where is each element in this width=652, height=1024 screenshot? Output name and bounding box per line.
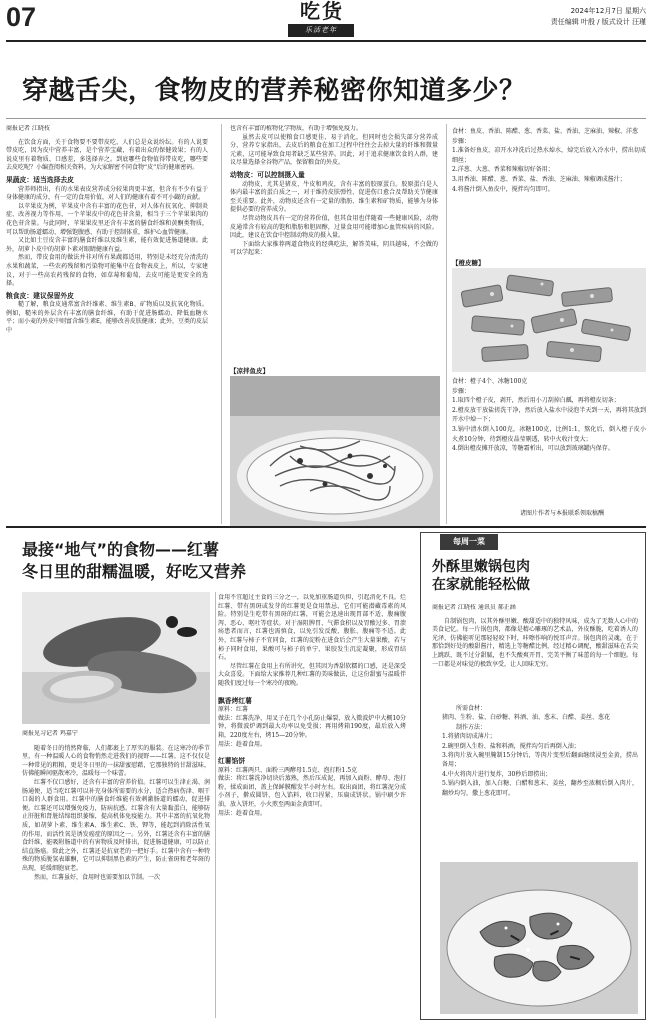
sidebar-tag: 每周一菜 [440,534,498,550]
column-rule [221,124,222,524]
subheading: 粮食皮：建议保留外皮 [6,291,74,300]
recipe-ingredients: 原料：红薯两只、面粉三两酵母1.5克、泡打粉1.5克 [218,766,358,774]
recipe-title: 飘香烤红薯 [218,696,252,705]
ingredients-label: 所需食材： [456,705,487,712]
column-rule [446,124,447,524]
recipe-usage: 用法：趁着食用。 [218,809,267,817]
recipe-title: 红薯馅饼 [218,757,246,766]
step: 1.将猪肉切成薄片； [442,733,496,741]
paragraph: 以苹果皮为例，苹果皮中含有丰富的花色苷，对人体有抗氧化、抑制炎症、改善视力等作用，一个苹果皮中的花色苷含量，相当于三个苹果果肉的花色苷含量。与此同时，苹果果皮里还含有丰富的膳食纤维和黄酮类物质，可以帮助肠道蠕动、增强饱腹感、有助于控制体重，维护心血管健康。 [6,202,208,236]
recipe-ingredients: 原料：红薯 [218,706,249,714]
steps-label: 制作方法： [456,723,487,731]
step: 4.将酱汁倒入鱼皮中，搅拌均匀即可。 [452,185,554,193]
steps-label: 步骤： [452,137,471,145]
candied-orange-peel-photo [452,268,646,372]
step: 3.用香油、陈醋、葱、香菜、盐、香油、芝麻油、辣椒调成酱汁； [452,175,626,183]
article2-col1 [22,730,210,1020]
paragraph: 随着冬日的悄然降临，人们都裹上了厚实的服装。在这寒冷的季节里，有一种温暖人心的食物悄然走进我们的视野——红薯。这不仅仅是一种常见的粗粮，更是冬日里的一抹甜蜜慰藉，它那独特的甘甜滋味，仿佛能瞬间驱散寒冷，温暖每一个味蕾。 [22,744,210,778]
header-date: 2024年12月7日 星期六 [570,7,646,15]
paragraph: 自制锅包肉，以其外酥里嫩、酸甜适中的独特风味，成为了无数人心中的美食记忆。每一片锅包肉，都像是精心雕琢的艺术品，外皮酥脆，吃着诱人的光泽，仿佛能听见那轻轻咬下时，咔嚓作响的悦耳声音。锅包肉的灵魂，在于那恰到好处的酸甜酱汁，精选上等糖醋比例，经过精心调配，酸甜滋味在舌尖上跳跃，既不过分甜腻，也不失酸爽开胃，完美平衡了味蕾的每一个细胞。每一口都是对味觉的极致享受，让人回味无穷。 [432,617,638,668]
section-title: 吃货 [300,0,344,23]
photo-credit: 诸图片作者与本报联系领取稿酬 [520,510,605,517]
article1-title: 穿越舌尖，食物皮的营养秘密你知道多少？ [22,76,526,106]
article1-col1 [6,125,208,529]
header-rule [6,40,646,42]
paragraph: 虽然去皮可以使粮食口感更佳、易于消化，但同时也会损失部分营养成分，营养专家指出，去皮后的粮食在加工过程中往往会去掉大量的纤维和微量元素，这可能导致食用者缺乏某些营养。因此，对于追求健康饮食的人群，建议尽量选择全谷物产品，保留粮食的外皮。 [230,133,438,167]
header-editors: 责任编辑 叶殷 / 版式设计 汪瑾 [550,18,646,26]
subheading: 果蔬皮：适当选择去皮 [6,175,74,184]
article1-byline: 商报记者 江晓枝 [6,125,50,132]
article2-title-line2: 冬日里的甜糯温暖，好吃又营养 [22,562,247,581]
paragraph: 也含有丰富的植物化学物质，有助于增强免疫力。 [230,125,363,132]
paragraph: 然而，带皮食用的做法并非对所有果蔬都适用，特别是未经充分清洗的水果和蔬菜，一些农药残留和污染物可能集中在食物表皮上，所以，专家建议，对于一些高农药残留的食物，如草莓和葡萄，去皮可能是更安全的选择。 [6,254,208,288]
fish-skin-salad-photo [230,376,440,526]
paragraph: 在饮食方面，关于食物要不要带皮吃，人们总是众说纷纭。有的人说要带皮吃，因为皮中营养丰富，是个营养宝藏，有着出众的保健效果；有的人说皮里有着物质、口感差，多选择弃之。到底哪些食物值得带皮吃，哪些要去皮吃呢？小编查阅相关资料，为大家解密不同食物“皮”后的健康密码。 [6,138,208,172]
paragraph: 下面给大家推荐两道食物皮的经典吃法，解答美味，阴具越味，不会做的可以学起来： [230,240,438,257]
paragraph: 糙了解，粮食皮通常富含纤维素、维生素B、矿物质以及抗氧化物质。例如，糙米的外层含有丰富的膳食纤维，有助于促进肠蠕动、降低血糖水平；而小麦的外皮中则富含维生素E，能够改善皮肤健康；此外，豆类的皮层中 [6,301,208,335]
paragraph: 尽管动物皮具有一定的营养价值，但其食用也伴随着一些健康风险，动物皮通常含有较高的饱和脂肪和胆固醇，过量食用可能增加心血管疾病的风险。因此，建议在饮食中控制动物皮的摄入量。 [230,214,438,240]
step: 5.锅内倒入油，加入白糖、白醋和葱末、姜丝，翻炒至浓稠后倒入肉片，翻炒均匀，撒上葱花即可。 [442,780,638,797]
guobaorou-photo [440,862,638,1014]
ingredients-text: 食材：鱼皮、香油、陈醋、葱、香菜、盐、香油、芝麻油、辣椒、洋葱 [452,128,639,135]
paragraph: 然而，红薯虽好，食用时也需要加以节制。一次 [34,873,161,881]
subheading: 动物皮：可以控制摄入量 [230,170,305,179]
step: 2.洋葱、大葱、香菜和辣椒切好备用； [452,166,554,174]
sweet-potato-photo [22,592,210,724]
column-logo: 乐活老年 [288,24,354,37]
recipe-method: 做法：将红薯洗净切块后蒸熟，然后压成泥，再加入面粉、酵母、泡打粉，揉成面团，盖上保鲜膜醒发半小时左右。取出面团，将红薯泥分成小剂子，擀成圆饼，包入馅料，收口捏紧，压扁成饼状。锅中刷少许油，放入饼坯，小火煎至两面金黄即可。 [218,775,406,809]
sidebar-recipe [432,704,638,858]
photo2-caption: 【橙皮糖】 [452,259,485,267]
article2-col2 [218,594,406,1020]
page-number: 07 [6,2,37,32]
step: 4.中火将肉片进行复炸，30秒后即捞出； [442,770,552,778]
paragraph: 动物皮，尤其是猪皮、牛皮和鸡皮，含有丰富的胶原蛋白。胶原蛋白是人体内最丰富的蛋白质之一，对于维持皮肤弹性、促进伤口愈合及帮助关节健康至关重要。此外，动物皮还含有一定量的脂肪、维生素和矿物质，能够为身体提供必要的营养成分。 [230,180,438,214]
article1-col2 [230,125,438,365]
step: 1.准备好鱼皮，凉开水冲洗后过热水焯水，焯完后放入冷水中，捞出切成细丝； [452,147,646,164]
paragraph: 食用不宜超过主食的三分之一，以免加重肠道负担，引起消化不良。烂红薯、带有黑斑或发芽的红薯更是食用禁忌，它们可能潜藏毒素的风险。特别是生吃带有黑斑的红薯，可能会迅速出现胃部不适、腹痛腹泻、恶心、呕吐等症状。对于湿阻脾胃、气滞食积以及胃酸过多、胃溃疡患者而言，红薯也需慎食，以免引发反酸、腹胀、腹痛等不适。此外，红薯与柿子不宜同食，红薯的淀粉在进食后会产生大量果酸，若与柿子同时食用，果酸可与柿子的单宁、果胶发生沉淀凝聚，形成胃结石。 [218,594,406,662]
step: 1.取四个橙子皮，剥开，然后用小刀刮掉白瓤，再将橙皮切条； [452,397,620,405]
sidebar-title-line2: 在家就能轻松做 [432,577,530,593]
paragraph: 红薯不仅口感好，还含有丰富的营养价值。红薯可以生津止渴、润肠通便，适当吃红薯可以补充身体所需要的水分，适合热病伤津、咽干口渴的人群食用。红薯中的膳食纤维能有效刺激肠道的蠕动，促进排便。红薯还可以增强免疫力，防病抗感。红薯含有大量黏蛋白，能够防止肝脏和肾脏结缔组织萎缩，提高机体免疫能力。其中丰富的抗氧化物质，如胡萝卜素、维生素A、维生素C、铁、钾等，能起到消除活性氧的作用，而活性氧是诱发癌症的原因之一。另外，红薯还含有丰富的膳食纤维，能吸附肠道中的有害物质及时排出，促进肠道健康，可以防止结直肠癌。除此之外，红薯还是抗衰老的一把好手。红薯中含有一种特殊的物质脱氢表雄酮，它可以抑制黑色素的产生，防止雀斑和老年斑的出现，延缓细胞衰老。 [22,778,210,872]
recipe-method: 做法：红薯洗净，用叉子在几个小孔防止爆裂，放入微波炉中大概10分钟，将微波炉调到最大功率以免受损；再用烤箱190度，最后放入烤箱，220度左右，烤15—20分钟。 [218,714,406,739]
step: 2.碗里倒入生粉、盐和料酒，搅拌均匀后再倒入油； [442,742,580,750]
sidebar-byline: 商报记者 江晓枝 通讯员 郝正涵 [432,604,516,611]
step: 4.倒出橙皮摊开放凉，等糖霜析出，可以放到玻璃罐内保存。 [452,445,614,453]
step: 3.将肉片放入碗里腌制15分钟后，等肉片变型后翻面继续浸至金黄，捞出备用； [442,752,638,769]
step: 3.锅中清水倒入100克，冰糖100克，比例1:1，熬化后，倒入橙子皮小火煮10分钟，待到橙皮晶莹剔透，转中火收汁变大； [452,425,646,443]
steps-label: 步骤： [452,387,471,395]
recipe-usage: 用法：趁着食用。 [218,740,267,748]
section-divider [6,526,646,528]
photo1-caption: 【凉拌鱼皮】 [230,367,269,375]
article1-title-rule [6,118,646,119]
column-rule [215,592,216,1018]
article1-col3 [452,127,646,255]
ingredients-text: 食材：橙子4个、冰糖100克 [452,378,528,385]
article2-byline: 商报见习记者 鸡嘉宁 [22,730,78,737]
sidebar-title-line1: 外酥里嫩锅包肉 [432,559,530,575]
paragraph: 营养师指出，有的水果表皮营养成分较果肉更丰富，但含有不少有益于身体健康的成分，有一定的食用价值，对人们的健康有着不可小觑的贡献。 [6,185,208,202]
paragraph: 又比如土豆皮含丰富的膳食纤维以及维生素，能有效促进肠道健康。此外，胡萝卜皮中的胡萝卜素对眼睛健康有益。 [6,237,208,253]
paragraph: 尽管红薯在食用上有所讲究，但其因为香甜软糯的口感，还是深受大众喜爱。下面给大家推荐几种红薯的美味做法，让这份甜蜜与温暖伴随我们度过每一个寒冷的夜晚。 [218,662,406,687]
article1-col3b [452,377,646,505]
ingredients-text: 猪肉、生粉、盐、白砂糖、料酒、油、葱末、白醋、姜丝、葱花 [442,714,611,722]
step: 2.橙皮放干放盐搓洗干净，然后放入盐水中浸泡半天到一天，再将其放到开水中焯一下； [452,406,646,424]
article2-title-line1: 最接“地气”的食物——红薯 [22,540,220,559]
